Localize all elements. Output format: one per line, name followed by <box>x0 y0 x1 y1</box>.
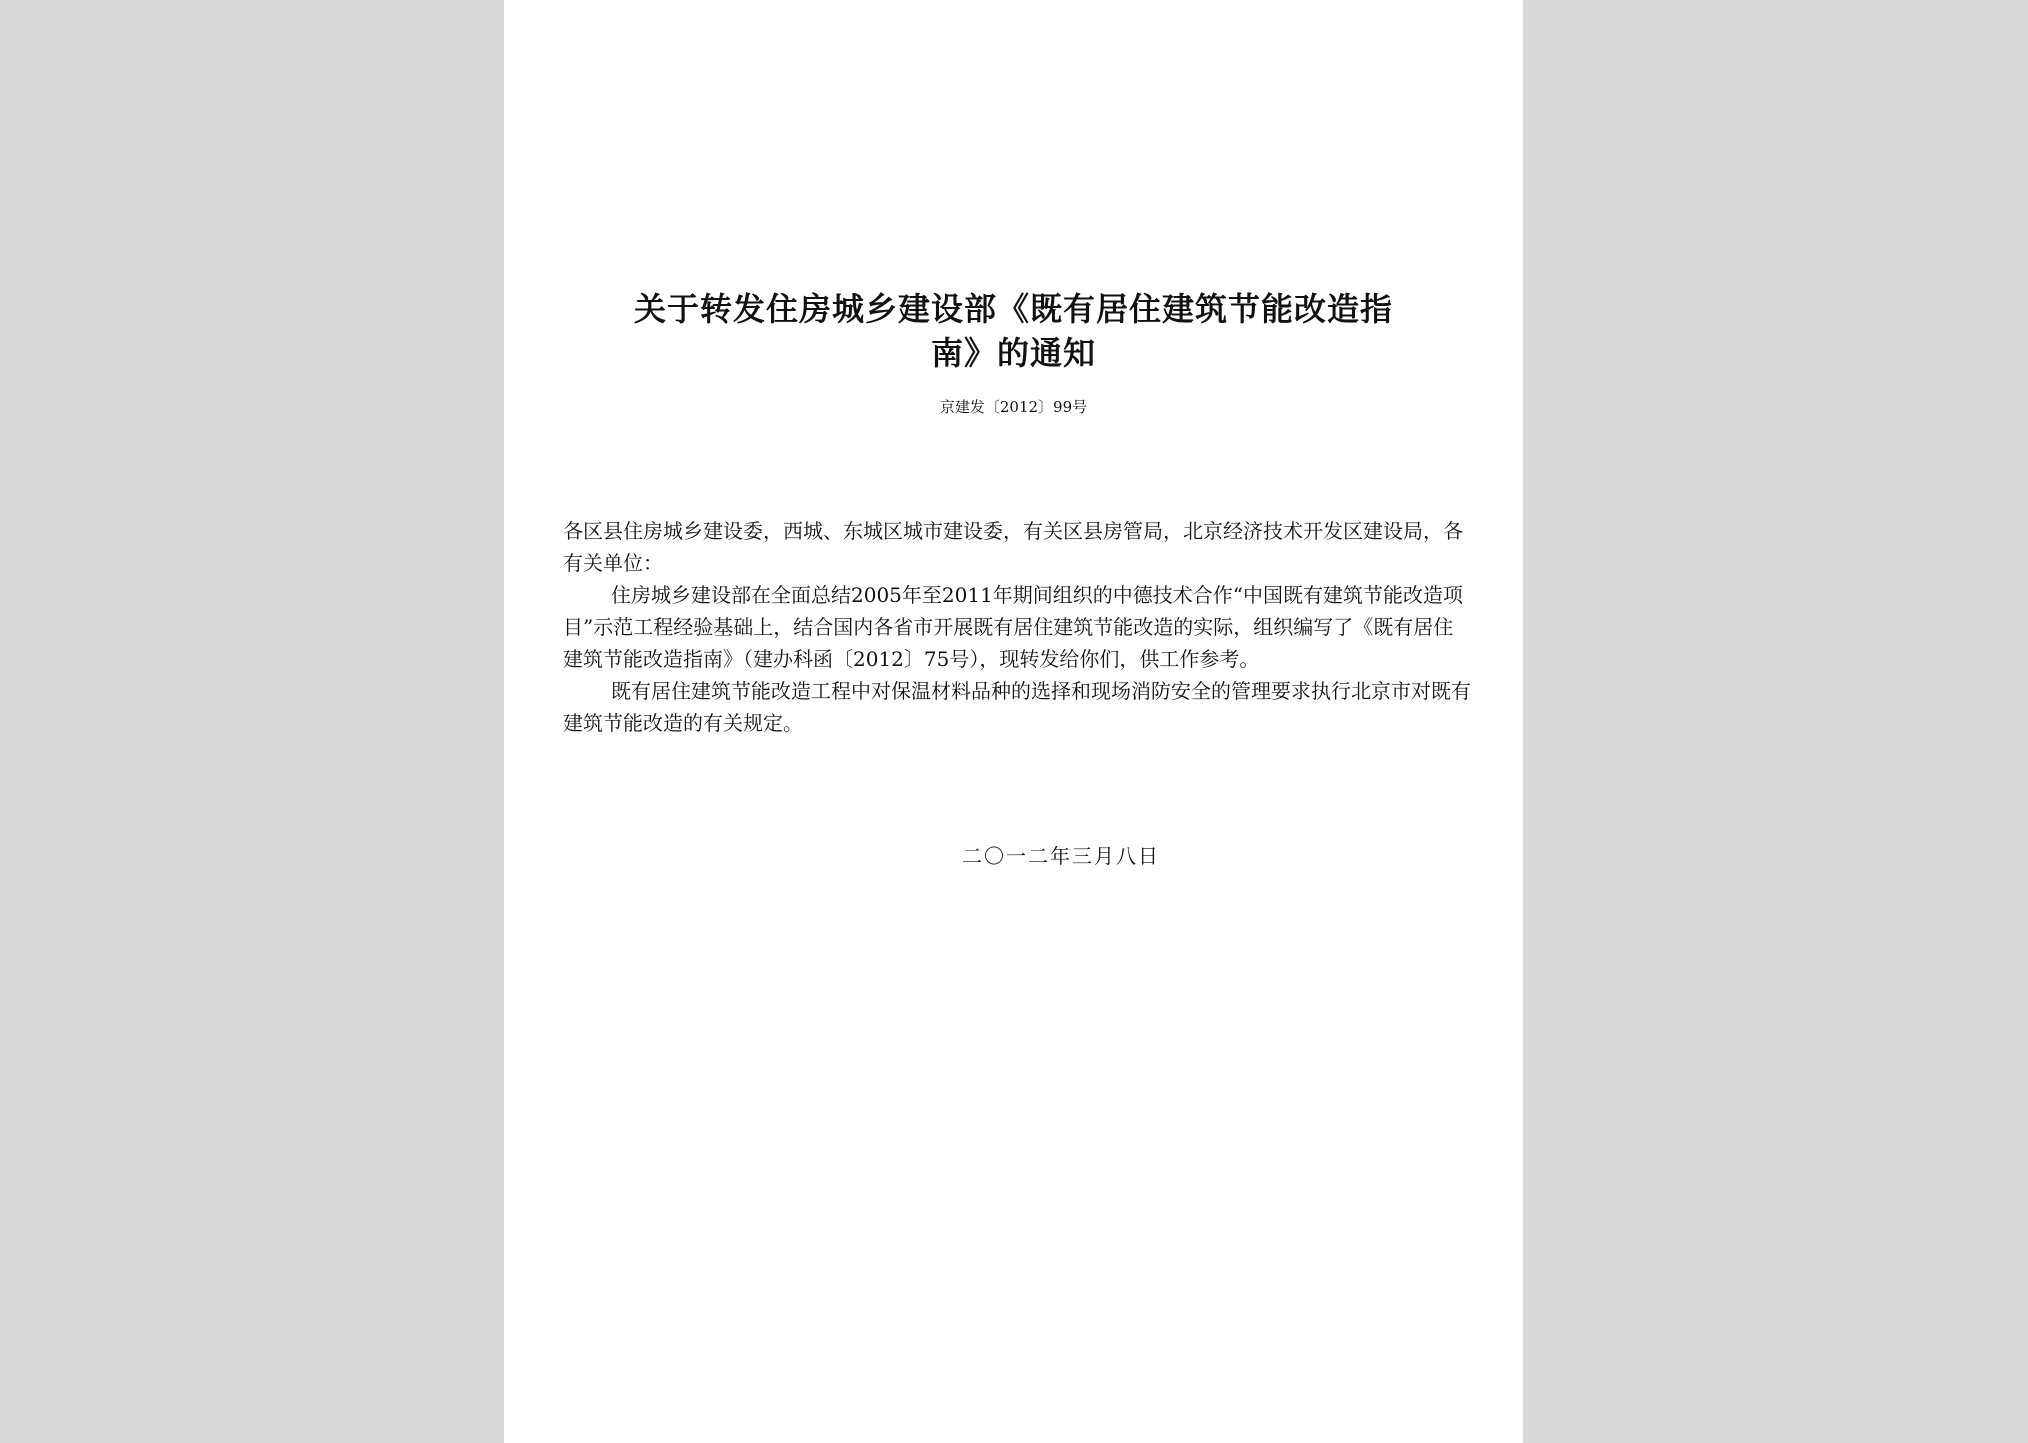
issue-date: 二〇一二年三月八日 <box>962 844 1160 868</box>
paragraph-2: 既有居住建筑节能改造工程中对保温材料品种的选择和现场消防安全的管理要求执行北京市对既有建筑节能改造的有关规定。 <box>563 679 1471 735</box>
document-page <box>504 0 1523 1443</box>
title-line-1: 关于转发住房城乡建设部《既有居住建筑节能改造指 <box>633 290 1393 328</box>
document-title <box>564 287 1463 375</box>
document-body <box>563 515 1473 739</box>
title-line-2: 南》的通知 <box>930 334 1096 372</box>
paragraph-1: 住房城乡建设部在全面总结2005年至2011年期间组织的中德技术合作“中国既有建筑节能改造项目”示范工程经验基础上，结合国内各省市开展既有居住建筑节能改造的实际，组织编写了《既有居住建筑节能改造指南》（建办科函〔2012〕75号），现转发给你们，供工作参考。 <box>563 583 1464 671</box>
document-number: 京建发〔2012〕99号 <box>939 398 1088 416</box>
salutation: 各区县住房城乡建设委，西城、东城区城市建设委，有关区县房管局，北京经济技术开发区建设局，各有关单位： <box>563 519 1463 575</box>
